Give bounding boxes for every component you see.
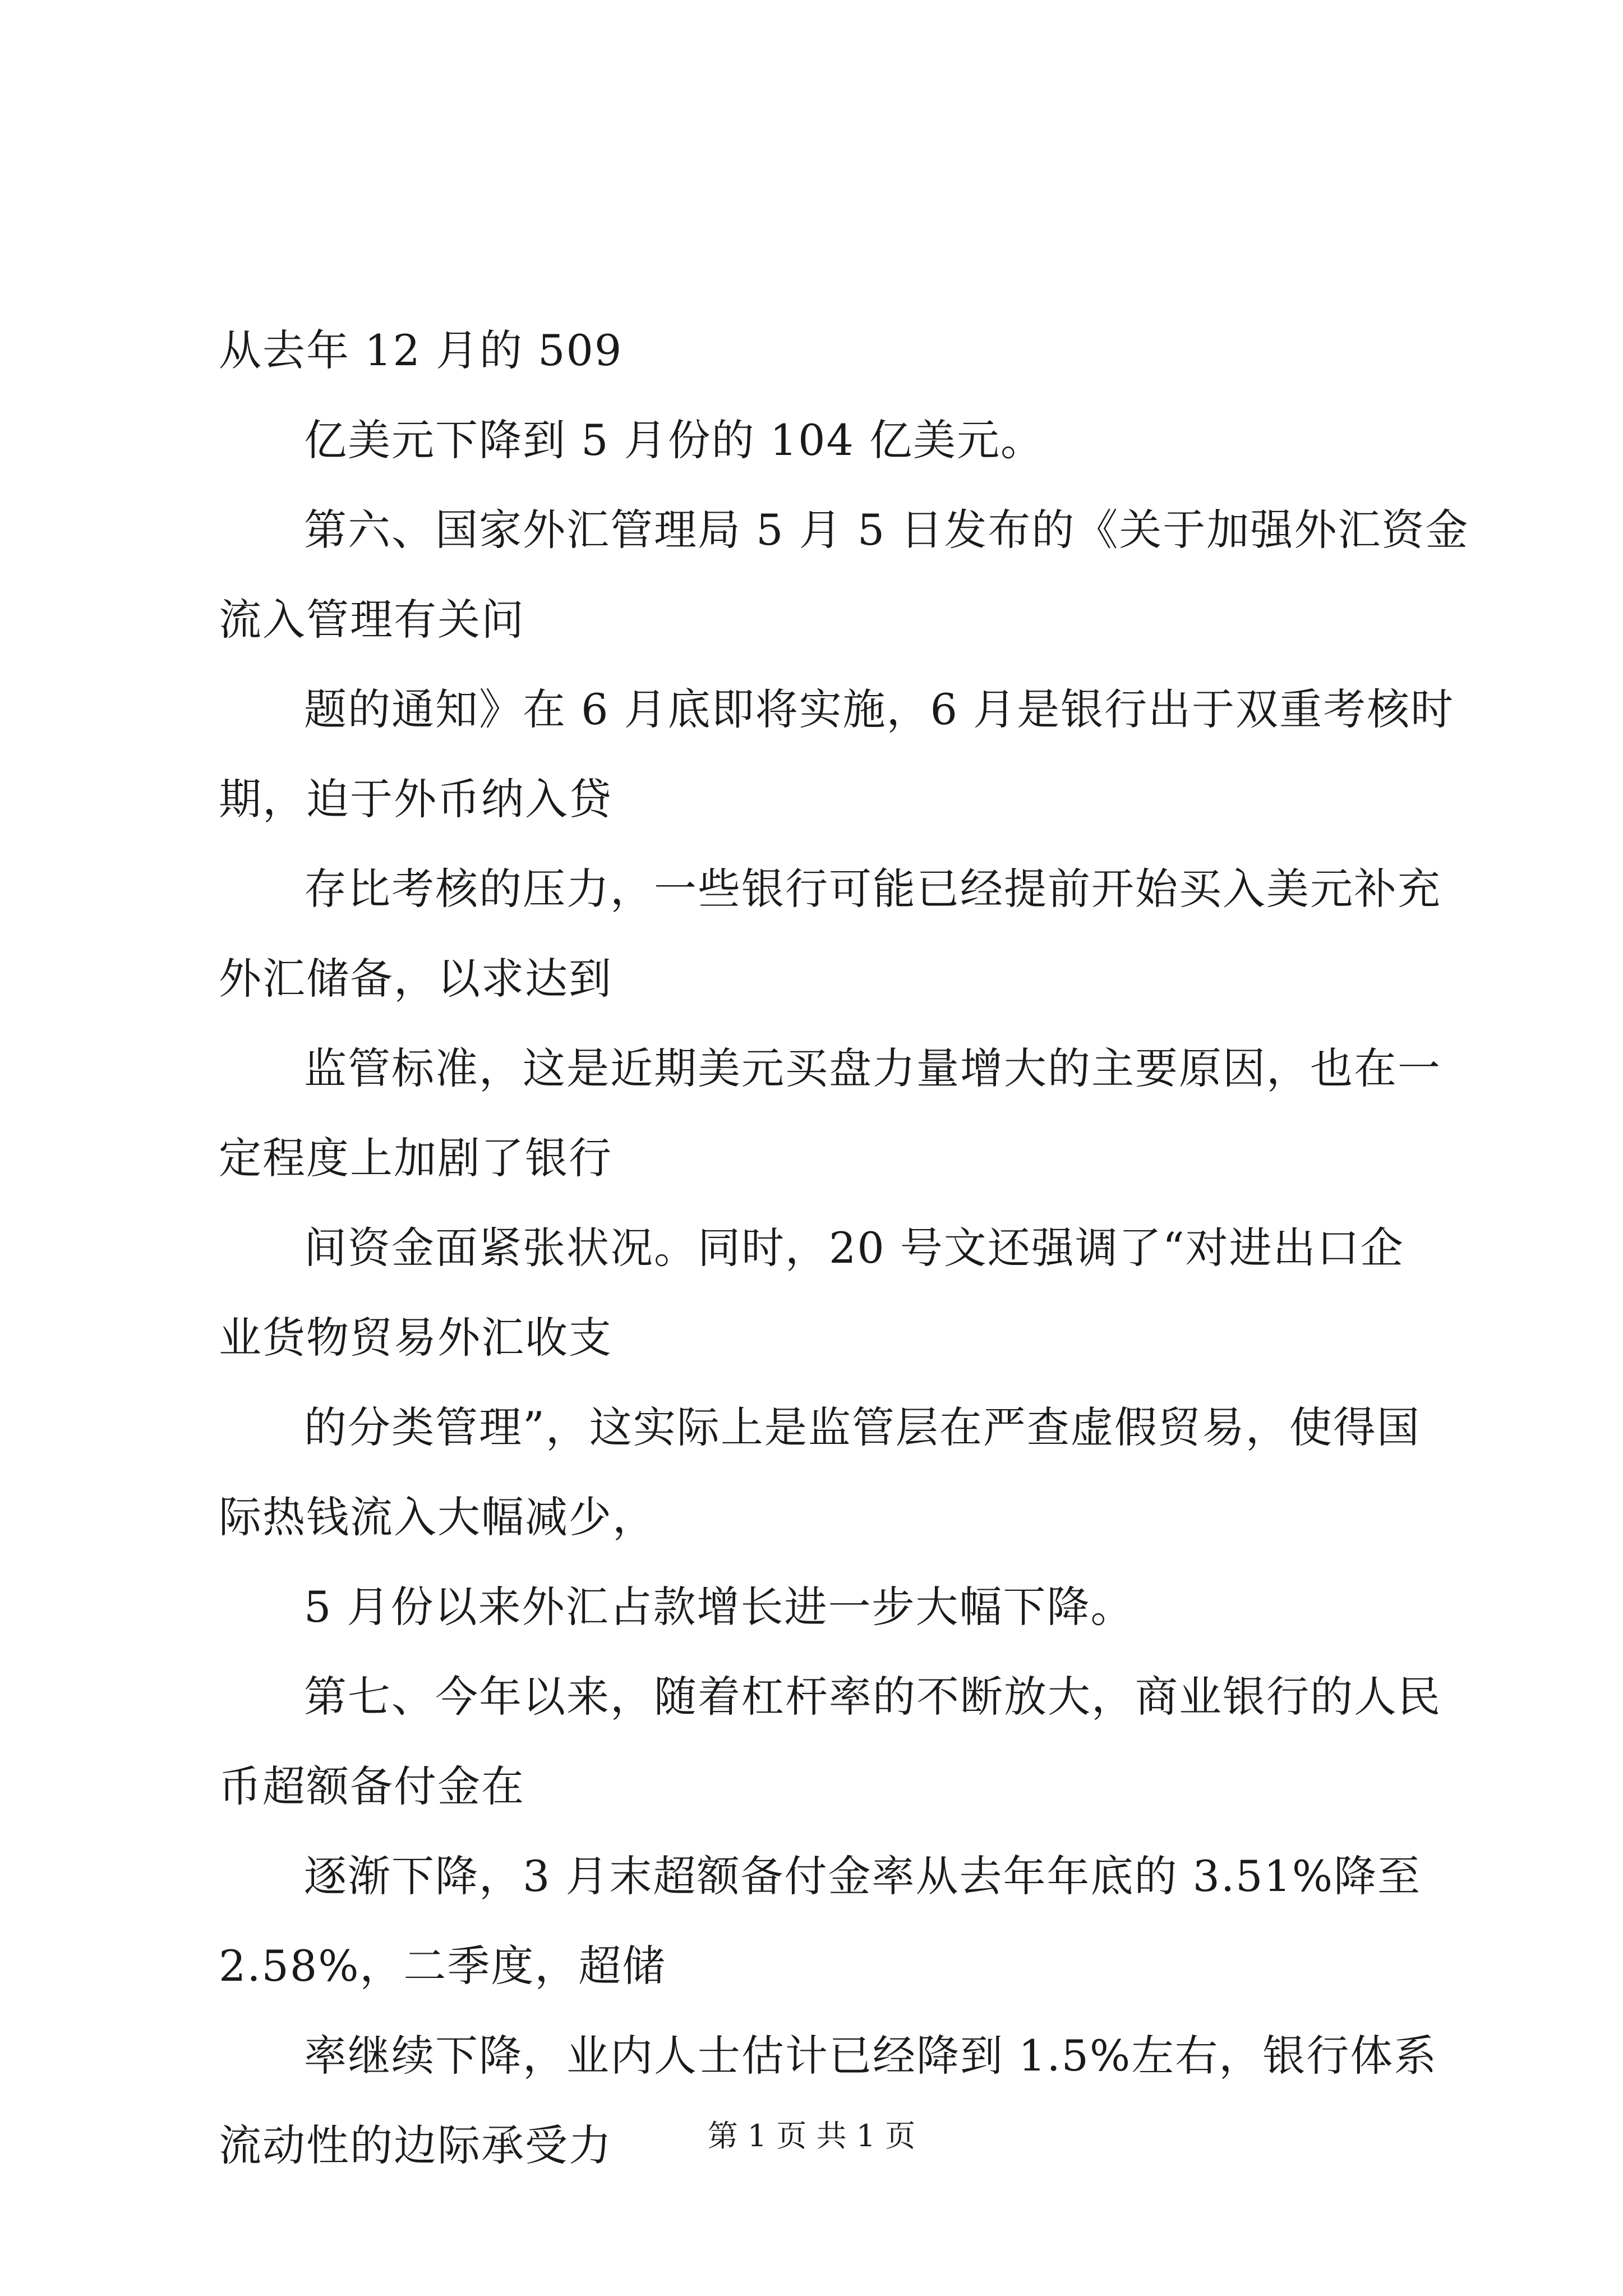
text-line: 从去年 12 月的 509 xyxy=(219,325,623,375)
text-line: 定程度上加剧了银行 xyxy=(219,1133,612,1183)
document-body xyxy=(219,306,1469,2191)
text-line: 第七、今年以来，随着杠杆率的不断放大，商业银行的人民 xyxy=(304,1672,1441,1722)
text-line: 业货物贸易外汇收支 xyxy=(219,1313,612,1363)
text-line: 期，迫于外币纳入贷 xyxy=(219,774,612,824)
text-line: 外汇储备，以求达到 xyxy=(219,954,612,1004)
text-line: 间资金面紧张状况。同时，20 号文还强调了“对进出口企 xyxy=(304,1223,1404,1273)
text-line: 第六、国家外汇管理局 5 月 5 日发布的《关于加强外汇资金 xyxy=(304,505,1469,555)
text-line: 币超额备付金在 xyxy=(219,1761,525,1811)
text-line: 题的通知》在 6 月底即将实施，6 月是银行出于双重考核时 xyxy=(304,684,1455,734)
text-line: 率继续下降，业内人士估计已经降到 1.5%左右，银行体系 xyxy=(304,2031,1438,2081)
text-line: 监管标准，这是近期美元买盘力量增大的主要原因，也在一 xyxy=(304,1043,1441,1093)
text-line: 存比考核的压力，一些银行可能已经提前开始买入美元补充 xyxy=(304,864,1441,914)
text-line: 5 月份以来外汇占款增长进一步大幅下降。 xyxy=(304,1582,1135,1632)
page-number-footer: 第 1 页 共 1 页 xyxy=(707,2118,916,2154)
text-line: 逐渐下降，3 月末超额备付金率从去年年底的 3.51%降至 xyxy=(304,1851,1422,1901)
text-line: 2.58%，二季度，超储 xyxy=(219,1941,666,1991)
text-line: 际热钱流入大幅减少， xyxy=(219,1492,656,1542)
text-line: 流入管理有关问 xyxy=(219,595,525,645)
text-line: 的分类管理”，这实际上是监管层在严查虚假贸易，使得国 xyxy=(304,1402,1421,1452)
text-line: 流动性的边际承受力 xyxy=(219,2120,612,2170)
text-line: 亿美元下降到 5 月份的 104 亿美元。 xyxy=(304,415,1045,465)
